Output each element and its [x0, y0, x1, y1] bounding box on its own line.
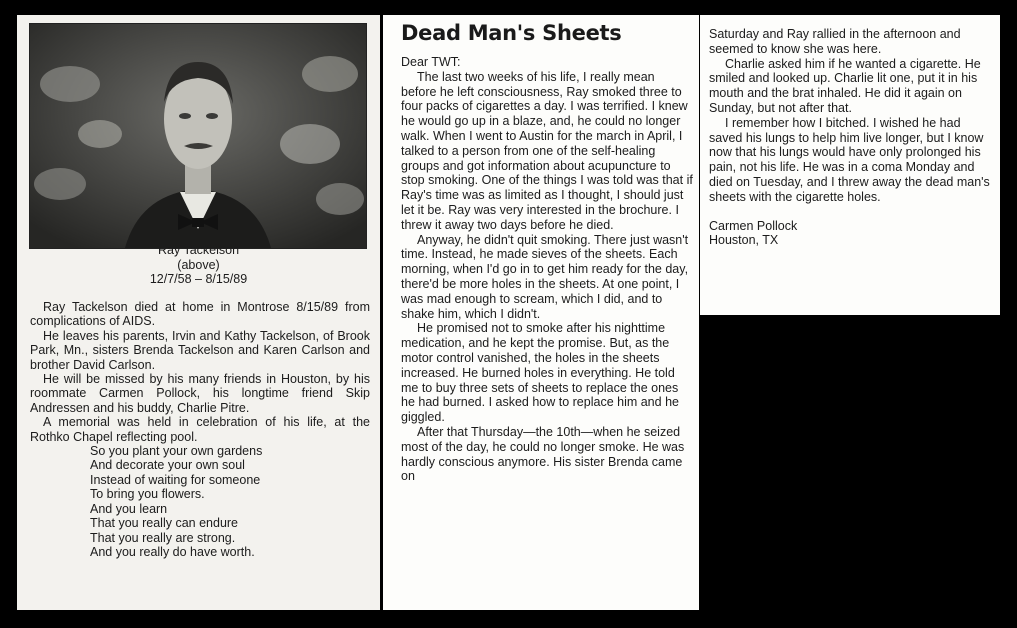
portrait-illustration — [30, 24, 366, 248]
obituary-paragraph: He will be missed by his many friends in Houston, by his roommate Carmen Pollock, his longtime friend Skip Andressen and his buddy, Charlie Pitre. — [30, 372, 370, 415]
obituary-paragraph: A memorial was held in celebration of his life, at the Rothko Chapel reflecting pool. — [30, 415, 370, 444]
poem-line: That you really can endure — [90, 516, 239, 531]
letter-paragraph: He promised not to smoke after his nighttime medication, and he kept the promise. But, as the motor control vanished, the holes in the sheets increased. He burned holes in everything. He told me to buy three sets of sheets to replace the ones he had burned. I asked how to replace him and he giggled. — [401, 321, 679, 425]
letter-paragraph: I remember how I bitched. I wished he had saved his lungs to help him live longer, but I know now that his lungs would have only prolonged his pain, not his life. He was in a coma Monday and died on Tuesday, and I threw away the dead man's sheets with the cigarette holes. — [709, 115, 990, 204]
letter-column-2 — [700, 15, 1000, 315]
letter-paragraph: After that Thursday—the 10th—when he seized most of the day, he could no longer smoke. He was hardly conscious anymore. His sister Brenda came on — [401, 424, 685, 484]
obituary-paragraph: Ray Tackelson died at home in Montrose 8/15/89 from complications of AIDS. — [30, 300, 370, 329]
salutation: Dear TWT: — [401, 55, 461, 69]
obituary-column — [17, 15, 380, 610]
poem-line: And you learn — [90, 501, 168, 516]
letter-continuation — [709, 27, 993, 248]
obituary-paragraph: He leaves his parents, Irvin and Kathy Tackelson, of Brook Park, Mn., sisters Brenda Tackelson and Karen Carlson and brother David Carlson. — [30, 328, 370, 372]
poem-line: So you plant your own gardens — [90, 444, 263, 459]
poem-line: And decorate your own soul — [90, 458, 245, 473]
letter-paragraph: The last two weeks of his life, I really mean before he left consciousness, Ray smoked three to four packs of cigarettes a day. I was terrified. I knew he would go up in a blaze, and, he could no longer walk. When I went to Austin for the march in April, I talked to a person from one of the self-healing groups and got information about acupuncture to stop smoking. One of the things I was told was that if Ray's time was as limited as I thought, I should just let it be. Ray was very interested in the brochure. I threw it away two days before he died. — [401, 69, 693, 232]
caption-note: (above) — [177, 257, 220, 272]
letter-paragraph: Saturday and Ray rallied in the afternoon and seemed to know she was here. — [709, 27, 961, 56]
letter-body — [401, 55, 693, 484]
poem-line: That you really are strong. — [90, 530, 236, 545]
memorial-poem — [90, 444, 370, 559]
photo-caption — [17, 243, 380, 287]
poem-line: And you really do have worth. — [90, 544, 255, 559]
signature — [709, 219, 993, 249]
portrait-photo — [29, 23, 367, 249]
signature-location: Houston, TX — [709, 233, 779, 248]
article-title: Dead Man's Sheets — [401, 21, 622, 45]
poem-line: Instead of waiting for someone — [90, 472, 261, 487]
caption-name: Ray Tackelson — [157, 243, 240, 257]
obituary-text — [30, 300, 370, 559]
signature-name: Carmen Pollock — [709, 218, 798, 233]
letter-paragraph: Charlie asked him if he wanted a cigarette. He smiled and looked up. Charlie lit one, put it in his mouth and the brat inhaled. He did it again on Sunday, but not after that. — [709, 56, 981, 115]
letter-column-1 — [383, 15, 699, 610]
caption-dates: 12/7/58 – 8/15/89 — [149, 272, 248, 286]
poem-line: To bring you flowers. — [90, 487, 205, 502]
letter-paragraph: Anyway, he didn't quit smoking. There just wasn't time. Instead, he made sieves of the sheets. Each morning, when I'd go in to get him ready for the day, there'd be more holes in the sheets. At one point, I was mad enough to scream, which I did, and to shake him, which I didn't. — [401, 232, 689, 321]
